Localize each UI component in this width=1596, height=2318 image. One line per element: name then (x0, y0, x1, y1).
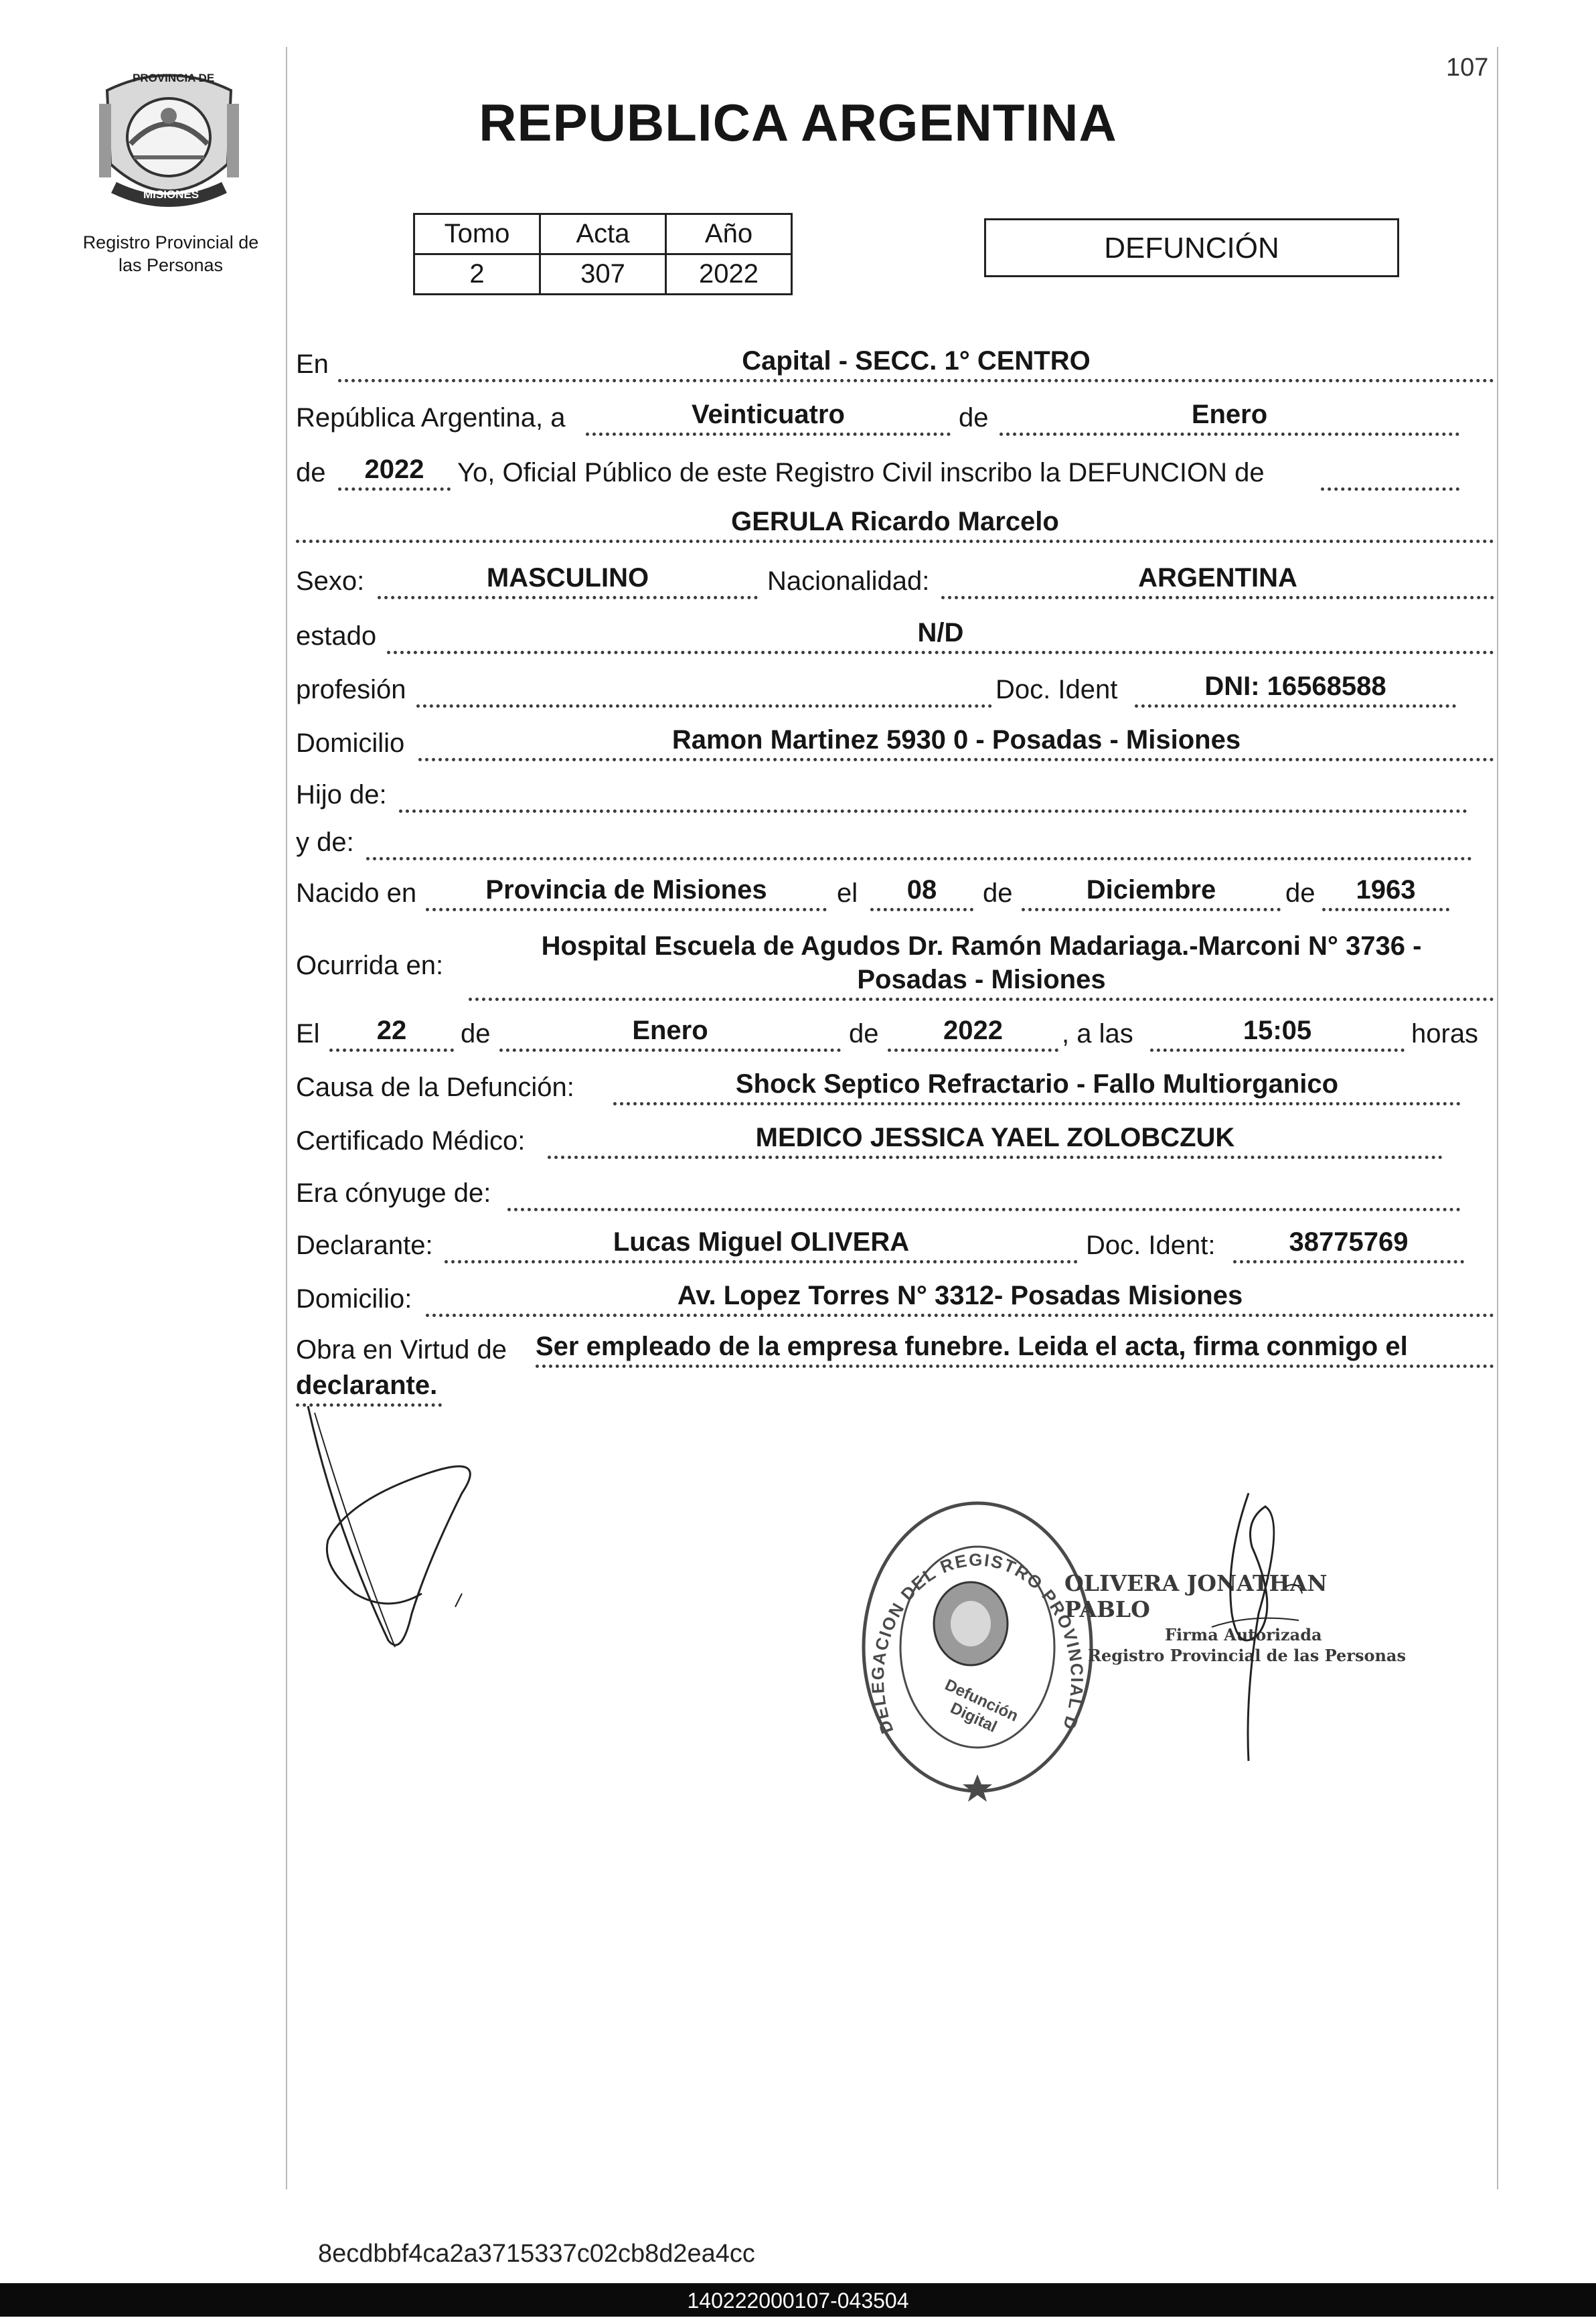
label-nacido-en: Nacido en (296, 878, 417, 908)
footer-code: 140222000107-043504 (687, 2289, 909, 2313)
field-declarante: Lucas Miguel OLIVERA (445, 1224, 1078, 1263)
field-en: Capital - SECC. 1° CENTRO (338, 343, 1494, 382)
field-y-de (366, 821, 1472, 860)
label-de-3: de (983, 878, 1013, 908)
official-name: OLIVERA JONATHAN PABLO (1064, 1570, 1328, 1622)
label-certificado: Certificado Médico: (296, 1126, 526, 1156)
record-table-value-row (414, 254, 792, 295)
footer-code-bar (0, 2283, 1596, 2317)
registry-caption (60, 231, 281, 277)
label-en: En (296, 350, 329, 379)
field-ocurrida-en: Posadas - Misiones (469, 961, 1494, 1001)
field-birth-month: Diciembre (1022, 872, 1281, 911)
field-certificado: MEDICO JESSICA YAEL ZOLOBCZUK (548, 1119, 1443, 1159)
field-day-words: Veinticuatro (586, 396, 951, 436)
field-doc-ident: DNI: 16568588 (1135, 668, 1456, 708)
label-El: El (296, 1019, 320, 1049)
header-tomo: Tomo (414, 214, 540, 254)
seal-text-top: PROVINCIA DE (133, 72, 215, 84)
seal-text-bottom: MISIONES (143, 188, 200, 201)
stamp-inner-text: Defunción Digital (942, 1675, 1021, 1736)
label-conyuge: Era cónyuge de: (296, 1178, 491, 1208)
field-sexo: MASCULINO (378, 560, 758, 599)
field-conyuge (507, 1172, 1461, 1211)
label-republica: República Argentina, a (296, 403, 566, 433)
document-type-box: DEFUNCIÓN (984, 218, 1399, 277)
label-doc-ident: Doc. Ident (995, 675, 1118, 704)
field-obra-2: declarante. (296, 1367, 442, 1407)
label-hijo-de: Hijo de: (296, 780, 387, 809)
page-number: 107 (1446, 54, 1489, 82)
label-horas: horas (1411, 1019, 1479, 1049)
page-title: REPUBLICA ARGENTINA (479, 93, 1117, 152)
value-tomo: 2 (414, 254, 540, 295)
label-de-1: de (959, 403, 989, 433)
label-oficial: Yo, Oficial Público de este Registro Civil inscribo la DEFUNCION de (457, 458, 1265, 487)
label-de-2: de (296, 458, 326, 487)
label-domicilio-2: Domicilio: (296, 1284, 412, 1314)
value-anio: 2022 (666, 254, 792, 295)
label-domicilio: Domicilio (296, 728, 405, 758)
field-oficial-blank (1321, 451, 1459, 491)
right-margin-line (1497, 47, 1498, 2189)
field-domicilio-2: Av. Lopez Torres N° 3312- Posadas Misiones (426, 1278, 1494, 1317)
field-month: Enero (1000, 396, 1459, 436)
field-death-year: 2022 (888, 1012, 1058, 1052)
field-hijo-de (399, 773, 1467, 813)
header-anio: Año (666, 214, 792, 254)
record-table (413, 213, 793, 295)
declarant-signature (295, 1393, 509, 1660)
header-acta: Acta (540, 214, 666, 254)
label-nacionalidad: Nacionalidad: (767, 566, 930, 596)
label-profesion: profesión (296, 675, 406, 704)
official-role: Firma Autorizada (1165, 1625, 1322, 1644)
label-obra: Obra en Virtud de (296, 1335, 507, 1365)
label-de-4: de (1285, 878, 1315, 908)
label-causa: Causa de la Defunción: (296, 1073, 574, 1102)
field-nacido-en: Provincia de Misiones (426, 872, 827, 911)
field-profesion (416, 668, 992, 708)
label-declarante: Declarante: (296, 1231, 433, 1260)
field-nacionalidad: ARGENTINA (941, 560, 1494, 599)
label-el: el (837, 878, 858, 908)
label-doc-ident-2: Doc. Ident: (1086, 1231, 1216, 1260)
field-death-time: 15:05 (1150, 1012, 1405, 1052)
field-birth-day: 08 (870, 872, 973, 911)
stamp-ring-text: DELEGACION DEL REGISTRO PROVINCIAL D (867, 1549, 1088, 1737)
label-a-las: , a las (1062, 1019, 1133, 1049)
official-registry: Registro Provincial de las Personas (1088, 1646, 1406, 1665)
field-birth-year: 1963 (1322, 872, 1449, 911)
document-hash: 8ecdbbf4ca2a3715337c02cb8d2ea4cc (318, 2240, 755, 2268)
field-domicilio: Ramon Martinez 5930 0 - Posadas - Misiones (418, 722, 1494, 761)
field-estado: N/D (387, 615, 1494, 654)
label-ocurrida-en: Ocurrida en: (296, 951, 444, 980)
label-de-5: de (461, 1019, 491, 1049)
record-table-header-row (414, 214, 792, 254)
registry-line-1: Registro Provincial de (82, 232, 259, 252)
left-margin-line (286, 47, 287, 2189)
field-obra-1: Ser empleado de la empresa funebre. Leida el acta, firma conmigo el (536, 1328, 1494, 1368)
label-estado: estado (296, 621, 377, 651)
field-death-month: Enero (499, 1012, 841, 1052)
registry-line-2: las Personas (118, 255, 224, 275)
label-de-6: de (849, 1019, 879, 1049)
ocurrida-line-1: Hospital Escuela de Agudos Dr. Ramón Madariaga.-Marconi N° 3736 - (541, 931, 1422, 961)
field-year: 2022 (338, 451, 451, 491)
value-acta: 307 (540, 254, 666, 295)
field-deceased-name: GERULA Ricardo Marcelo (296, 504, 1494, 543)
official-signature (1185, 1480, 1312, 1774)
label-sexo: Sexo: (296, 566, 365, 596)
label-y-de: y de: (296, 828, 354, 857)
field-causa: Shock Septico Refractario - Fallo Multiorganico (613, 1066, 1461, 1105)
field-death-day: 22 (329, 1012, 454, 1052)
field-doc-ident-2: 38775769 (1233, 1224, 1464, 1263)
